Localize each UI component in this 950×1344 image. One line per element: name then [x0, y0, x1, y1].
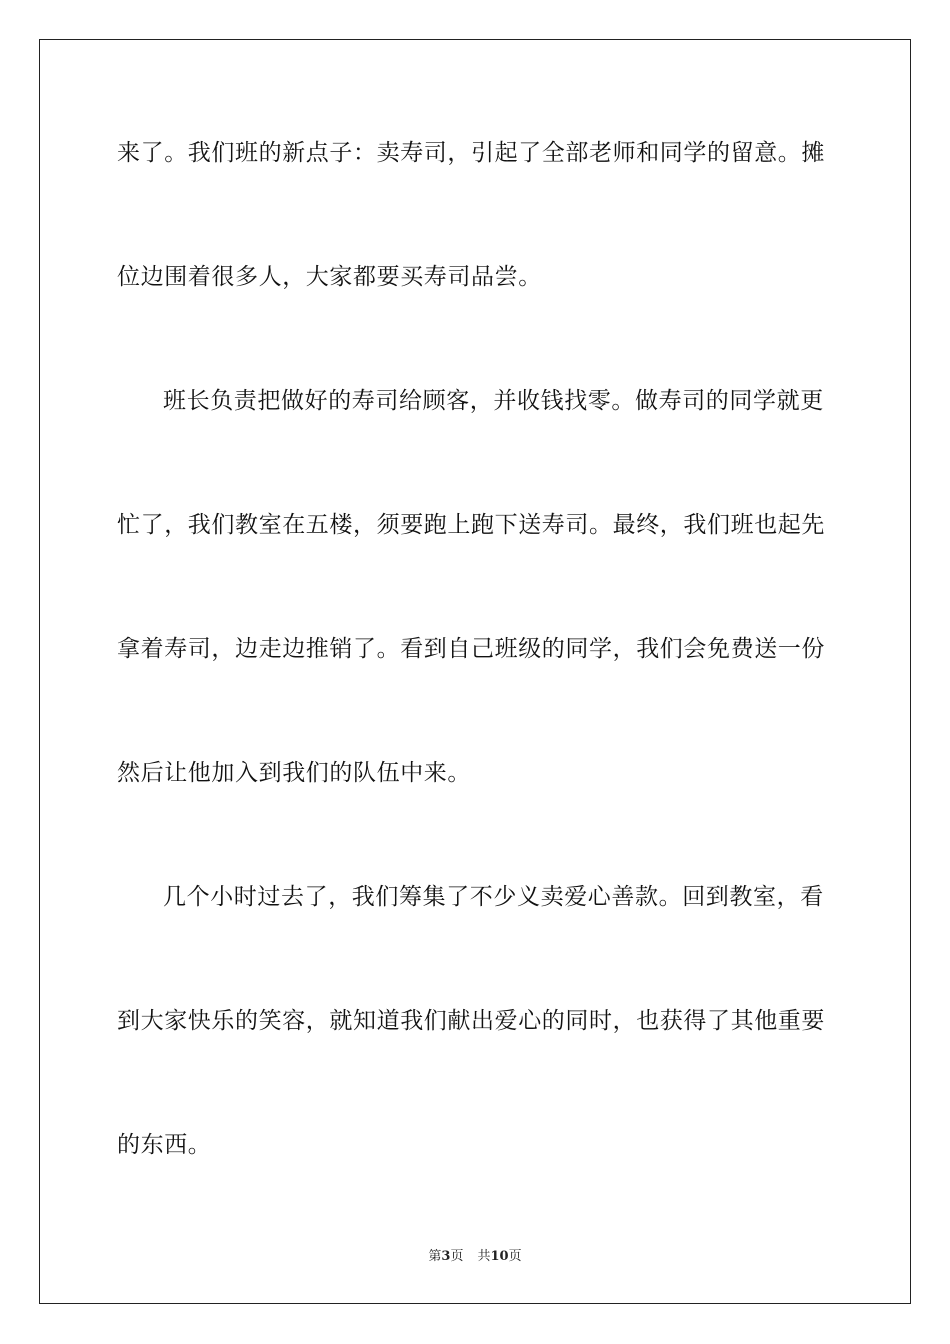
- page-number: 3: [441, 1249, 451, 1264]
- text-line: 位边围着很多人，大家都要买寿司品尝。: [117, 264, 542, 290]
- page-border: [39, 39, 911, 1304]
- text-line: 拿着寿司，边走边推销了。看到自己班级的同学，我们会免费送一份: [117, 636, 825, 662]
- text-line: 然后让他加入到我们的队伍中来。: [117, 760, 471, 786]
- page-suffix: 页: [450, 1249, 464, 1264]
- text-line: 到大家快乐的笑容，就知道我们献出爱心的同时，也获得了其他重要: [117, 1008, 825, 1034]
- total-suffix: 页: [508, 1249, 522, 1264]
- paragraph-start-line: 几个小时过去了，我们筹集了不少义卖爱心善款。回到教室，看: [163, 884, 824, 910]
- total-pages: 10: [490, 1249, 509, 1264]
- paragraph-start-line: 班长负责把做好的寿司给顾客，并收钱找零。做寿司的同学就更: [163, 388, 824, 414]
- text-line: 来了。我们班的新点子：卖寿司，引起了全部老师和同学的留意。摊: [117, 140, 825, 166]
- total-prefix: 共: [477, 1249, 491, 1264]
- page-prefix: 第: [428, 1249, 442, 1264]
- text-line: 忙了，我们教室在五楼，须要跑上跑下送寿司。最终，我们班也起先: [117, 512, 825, 538]
- text-line: 的东西。: [117, 1132, 212, 1158]
- page-footer: [0, 1248, 950, 1266]
